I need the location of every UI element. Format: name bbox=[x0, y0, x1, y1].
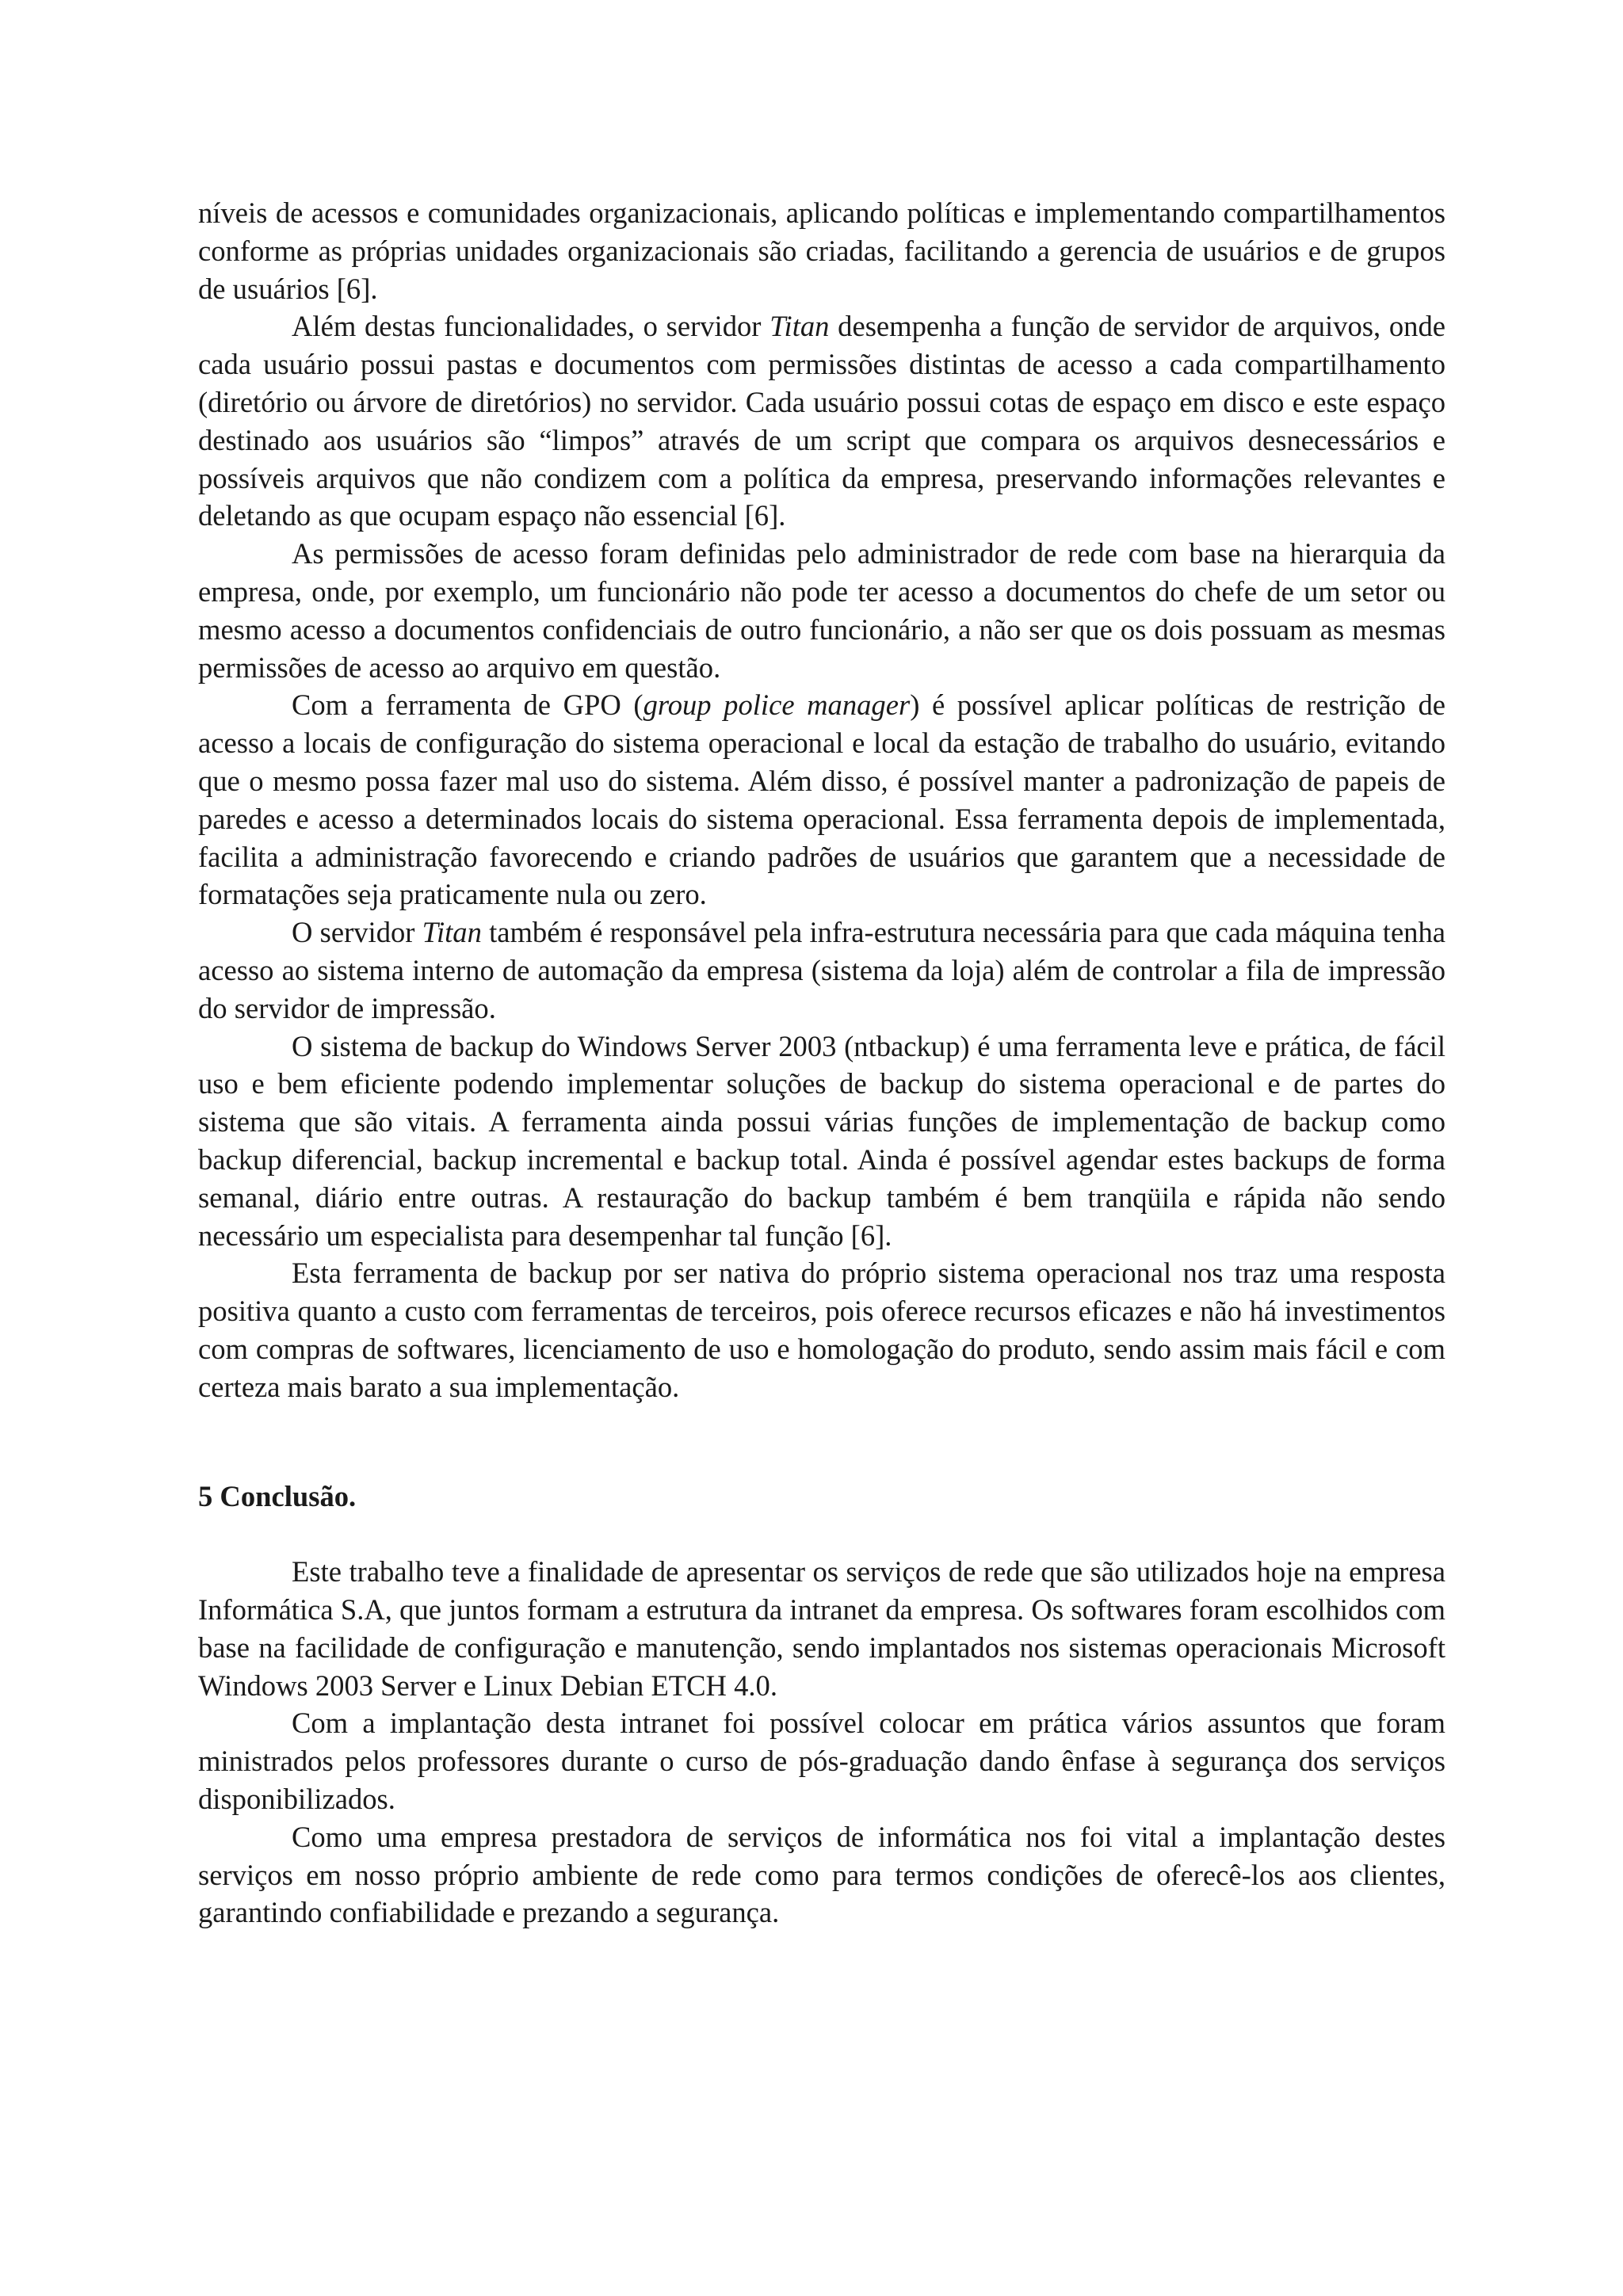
section-heading-conclusao: 5 Conclusão. bbox=[198, 1479, 357, 1512]
section-4-body bbox=[198, 194, 1445, 1406]
heading-spacer bbox=[198, 1515, 1445, 1553]
text-run: também é responsável pela infra-estrutura necessária para que cada máquina tenha acesso ao sistema interno de automação da empresa (sistema da loja) além de controlar a fila de impressão do servidor de impressão. bbox=[198, 916, 1445, 1024]
text-run: Este trabalho teve a finalidade de apresentar os serviços de rede que são utilizados hoje na empresa Informática S.A, que juntos formam a estrutura da intranet da empresa. Os softwares foram escolhidos com base na facilidade de configuração e manutenção, sendo implantados nos sistemas operacionais Microsoft Windows 2003 Server e Linux Debian ETCH 4.0. bbox=[198, 1555, 1445, 1702]
text-run: Além destas funcionalidades, o servidor bbox=[292, 310, 770, 343]
paragraph bbox=[198, 535, 1445, 686]
italic-text: Titan bbox=[769, 310, 830, 343]
paragraph bbox=[198, 194, 1445, 307]
paragraph bbox=[198, 913, 1445, 1027]
paragraph bbox=[198, 1254, 1445, 1405]
text-run: Com a ferramenta de GPO ( bbox=[292, 688, 643, 722]
text-run: Com a implantação desta intranet foi possível colocar em prática vários assuntos que foram ministrados pelos professores durante o curso de pós-graduação dando ênfase à segurança dos serviços disponibilizados. bbox=[198, 1707, 1445, 1816]
text-run: As permissões de acesso foram definidas pelo administrador de rede com base na hierarquia da empresa, onde, por exemplo, um funcionário não pode ter acesso a documentos do chefe de um setor ou mesmo acesso a documentos confidenciais de outro funcionário, a não ser que os dois possuam as mesmas permissões de acesso ao arquivo em questão. bbox=[198, 537, 1445, 684]
document-page bbox=[198, 194, 1445, 1932]
text-run: Como uma empresa prestadora de serviços de informática nos foi vital a implantação destes serviços em nosso próprio ambiente de rede como para termos condições de oferecê-los aos clientes, garantindo confiabilidade e prezando a segurança. bbox=[198, 1820, 1445, 1929]
paragraph bbox=[198, 1818, 1445, 1932]
paragraph bbox=[198, 1028, 1445, 1255]
italic-text: Titan bbox=[422, 916, 482, 949]
text-run: Esta ferramenta de backup por ser nativa do próprio sistema operacional nos traz uma resposta positiva quanto a custo com ferramentas de terceiros, pois oferece recursos eficazes e não há investimentos com compras de softwares, licenciamento de uso e homologação do produto, sendo assim mais fácil e com certeza mais barato a sua implementação. bbox=[198, 1257, 1445, 1403]
text-run: níveis de acessos e comunidades organizacionais, aplicando políticas e implementando compartilhamentos conforme as próprias unidades organizacionais são criadas, facilitando a gerencia de usuários e de grupos de usuários [6]. bbox=[198, 196, 1445, 305]
text-run: O sistema de backup do Windows Server 2003 (ntbackup) é uma ferramenta leve e prática, de fácil uso e bem eficiente podendo implementar soluções de backup do sistema operacional e de partes do sistema que são vitais. A ferramenta ainda possui várias funções de implementação de backup como backup diferencial, backup incremental e backup total. Ainda é possível agendar estes backups de forma semanal, diário entre outras. A restauração do backup também é bem tranqüila e rápida não sendo necessário um especialista para desempenhar tal função [6]. bbox=[198, 1029, 1445, 1252]
paragraph bbox=[198, 1704, 1445, 1817]
text-run: desempenha a função de servidor de arquivos, onde cada usuário possui pastas e documentos com permissões distintas de acesso a cada compartilhamento (diretório ou árvore de diretórios) no servidor. Cada usuário possui cotas de espaço em disco e este espaço destinado aos usuários são “limpos” através de um script que compara os arquivos desnecessários e possíveis arquivos que não condizem com a política da empresa, preservando informações relevantes e deletando as que ocupam espaço não essencial [6]. bbox=[198, 310, 1445, 532]
text-run: ) é possível aplicar políticas de restrição de acesso a locais de configuração do sistema operacional e local da estação de trabalho do usuário, evitando que o mesmo possa fazer mal uso do sistema. Além disso, é possível manter a padronização de papeis de paredes e acesso a determinados locais do sistema operacional. Essa ferramenta depois de implementada, facilita a administração favorecendo e criando padrões de usuários que garantem que a necessidade de formatações seja praticamente nula ou zero. bbox=[198, 688, 1445, 911]
paragraph bbox=[198, 307, 1445, 535]
section-spacer bbox=[198, 1406, 1445, 1478]
section-5-body bbox=[198, 1553, 1445, 1932]
italic-text: group police manager bbox=[643, 688, 911, 722]
text-run: O servidor bbox=[292, 916, 422, 949]
paragraph bbox=[198, 1553, 1445, 1704]
paragraph bbox=[198, 686, 1445, 913]
